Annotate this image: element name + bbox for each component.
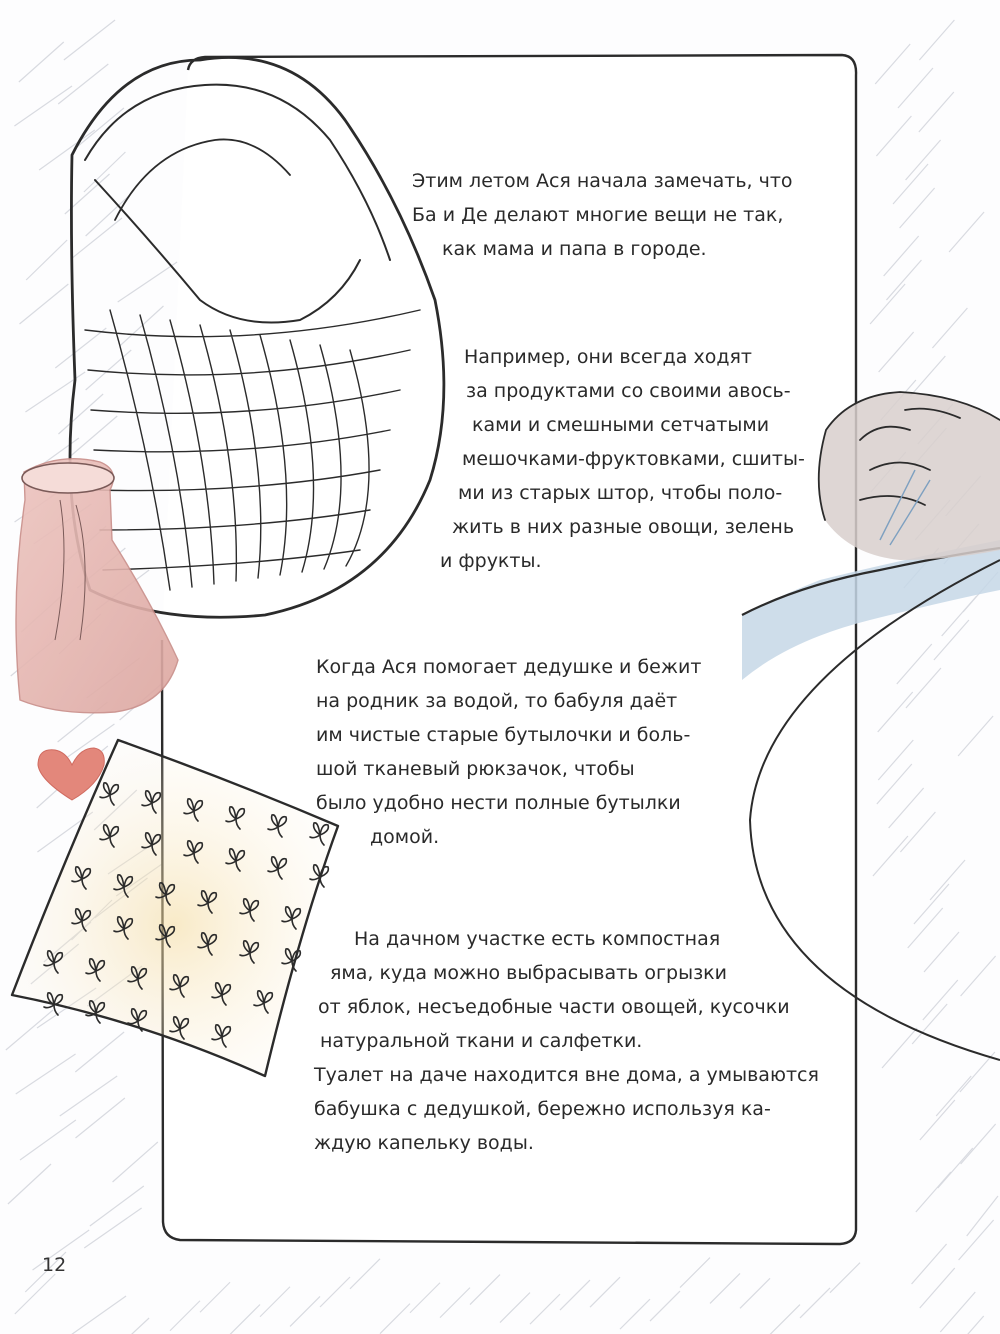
hatch-line — [920, 1268, 955, 1308]
hatch-line — [932, 308, 967, 348]
paragraph-line: ками и смешными сетчатыми — [472, 414, 770, 436]
paragraph-line: и фрукты. — [440, 550, 542, 572]
hatch-line — [906, 140, 941, 180]
hatch-line — [879, 332, 914, 372]
hatch-line — [118, 262, 177, 302]
hatch-line — [897, 644, 932, 684]
hatch-line — [530, 1294, 560, 1324]
hatch-line — [942, 596, 977, 636]
hatch-line — [900, 812, 935, 852]
hatch-line — [69, 1296, 126, 1334]
hatch-line — [620, 1299, 650, 1329]
hatch-line — [912, 1004, 947, 1044]
produce-bag-icon — [16, 459, 178, 713]
paragraph-line: Когда Ася помогает дедушке и бежит — [316, 656, 702, 678]
paragraph-line: Например, они всегда ходят — [464, 346, 752, 368]
hatch-line — [949, 212, 984, 252]
hatch-line — [650, 1291, 680, 1321]
hatch-line — [290, 1296, 320, 1326]
hatch-line — [740, 1278, 770, 1308]
hatch-line — [889, 788, 924, 828]
paragraph-line: за продуктами со своими авось- — [466, 380, 791, 402]
hatch-line — [919, 20, 954, 60]
hatch-line — [898, 68, 933, 108]
hatch-line — [906, 668, 941, 708]
hatch-line — [6, 1010, 53, 1050]
hatch-line — [959, 1220, 994, 1260]
hatch-line — [882, 1028, 917, 1068]
hatch-line — [19, 284, 68, 324]
hatch-line — [934, 620, 969, 660]
hatch-line — [75, 1098, 124, 1138]
hatch-line — [923, 980, 958, 1020]
paragraph-4 — [314, 922, 819, 1160]
paragraph-3 — [316, 650, 701, 854]
hatch-line — [920, 1100, 955, 1140]
hatch-line — [84, 152, 126, 192]
paragraph-line: Ба и Де делают многие вещи не так, — [412, 204, 784, 226]
hatch-line — [76, 108, 124, 148]
hatch-line — [120, 306, 164, 346]
hatch-line — [936, 1076, 971, 1116]
hatch-line — [470, 1275, 500, 1305]
hatch-line — [912, 1244, 947, 1284]
hatch-line — [410, 1283, 440, 1313]
hatch-line — [440, 1288, 470, 1318]
hatch-line — [60, 1076, 117, 1116]
paragraph-line: Туалет на даче находится вне дома, а умываются — [314, 1064, 819, 1086]
hatch-line — [58, 394, 103, 434]
paragraph-line: домой. — [370, 826, 440, 848]
hatch-line — [924, 932, 959, 972]
hatch-line — [590, 1277, 620, 1307]
hatch-line — [64, 20, 115, 60]
paragraph-2 — [440, 340, 805, 578]
page-number: 12 — [42, 1254, 67, 1276]
paragraph-line: было удобно нести полные бутылки — [316, 792, 681, 814]
hatch-line — [14, 86, 72, 126]
hatch-line — [961, 956, 996, 996]
hatch-line — [55, 328, 106, 368]
paragraph-line: Этим летом Ася начала замечать, что — [412, 170, 793, 192]
paragraph-line: как мама и папа в городе. — [442, 238, 707, 260]
hatch-line — [900, 188, 935, 228]
hatch-line — [200, 1282, 230, 1312]
hatch-line — [958, 716, 993, 756]
paragraph-line: мешочками-фруктовками, сшиты- — [462, 448, 805, 470]
paragraph-line: им чистые старые бутылочки и боль- — [316, 724, 691, 746]
paragraph-line: от яблок, несъедобные части овощей, кусочки — [318, 996, 790, 1018]
hatch-line — [230, 1304, 260, 1334]
hatch-line — [84, 1208, 141, 1248]
hatch-line — [170, 1301, 200, 1331]
paragraph-line: жить в них разные овощи, зелень — [452, 516, 795, 538]
hatch-line — [770, 1305, 800, 1334]
paragraph-line: яма, куда можно выбрасывать огрызки — [330, 962, 727, 984]
paragraph-1 — [412, 164, 793, 266]
hatch-line — [350, 1259, 380, 1289]
hatch-line — [8, 1164, 51, 1204]
hatch-line — [919, 92, 954, 132]
hatch-line — [967, 1196, 998, 1236]
hatch-line — [20, 1120, 76, 1160]
hatch-line — [878, 740, 913, 780]
hatch-line — [873, 836, 908, 876]
hatch-line — [910, 356, 945, 396]
hatch-line — [500, 1293, 530, 1323]
hatch-line — [830, 1263, 860, 1293]
hatch-line — [75, 1032, 124, 1072]
paragraph-line: бабушка с дедушкой, бережно используя ка- — [314, 1098, 771, 1120]
hatch-line — [106, 1318, 149, 1334]
hatch-line — [876, 116, 911, 156]
paragraph-line: шой тканевый рюкзачок, чтобы — [316, 758, 635, 780]
hatch-line — [19, 42, 64, 82]
hatch-line — [930, 860, 965, 900]
hatch-line — [878, 692, 913, 732]
hatch-line — [260, 1287, 290, 1317]
hatch-line — [938, 1148, 973, 1188]
hatch-line — [90, 1186, 144, 1226]
hatch-line — [949, 1316, 984, 1334]
hatch-line — [908, 908, 943, 948]
hatch-line — [914, 884, 949, 924]
paragraph-line: ждую капельку воды. — [314, 1132, 534, 1154]
hatch-line — [113, 1142, 158, 1182]
paragraph-line: натуральной ткани и салфетки. — [320, 1030, 643, 1052]
hatch-line — [800, 1288, 830, 1318]
hatch-line — [39, 130, 95, 170]
hatch-line — [710, 1273, 740, 1303]
hatch-line — [916, 1172, 951, 1212]
hatch-line — [875, 44, 910, 84]
hatch-line — [870, 284, 905, 324]
paragraph-line: ми из старых штор, чтобы поло- — [458, 482, 783, 504]
hatch-line — [380, 1304, 410, 1334]
hatch-line — [58, 64, 108, 104]
hatch-line — [320, 1277, 350, 1307]
hatch-line — [961, 1124, 996, 1164]
paragraph-line: На дачном участке есть компостная — [354, 928, 721, 950]
hatch-line — [893, 164, 928, 204]
hatch-line — [72, 218, 122, 258]
paragraph-line: на родник за водой, то бабуля даёт — [316, 690, 678, 712]
hatch-line — [16, 1054, 76, 1094]
hatch-line — [560, 1280, 590, 1310]
hatch-line — [26, 240, 67, 280]
hatch-line — [680, 1258, 710, 1288]
hatch-line — [940, 1292, 975, 1332]
hatch-line — [15, 1274, 55, 1314]
hatch-line — [877, 764, 912, 804]
